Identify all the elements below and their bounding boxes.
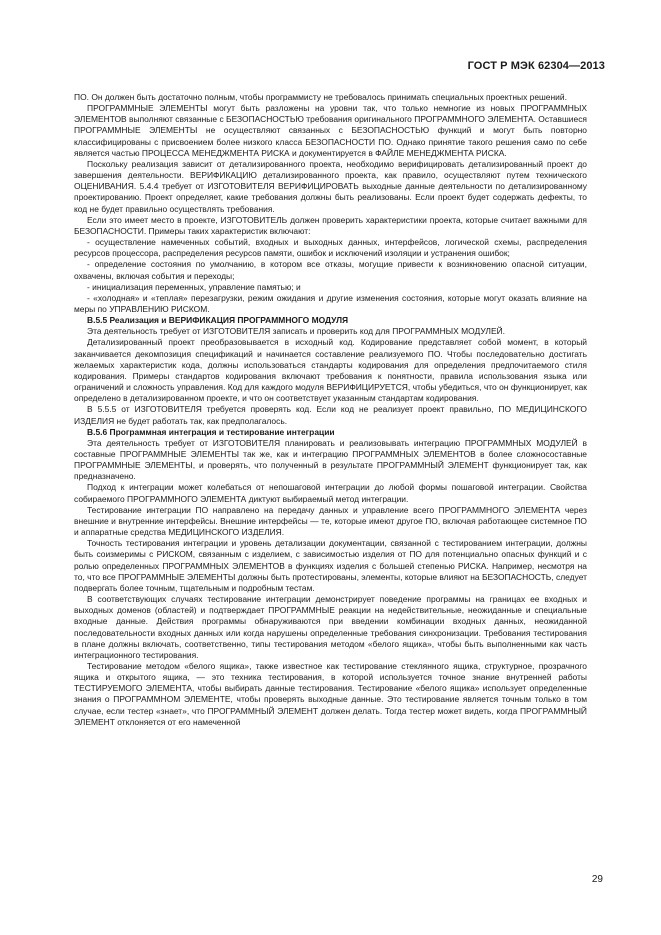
- paragraph: Детализированный проект преобразовывается в исходный код. Кодирование представляет собой момент, в который заканчивается декомпозиция спецификаций и начинается составление реализуемого ПО. Чтобы последовательно достигать желаемых характеристик кода, должны использоваться стандарты кодирования для определения предпочитаемого стиля кодирования. Примеры стандартов кодирования включают требования к понятности, правила использования языка или ограничений и сложность управления. Код для каждого модуля ВЕРИФИЦИРУЕТСЯ, чтобы убедиться, что он функционирует, как определено в детализированном проекте, и что он соответствует указанным стандартам кодирования.: [74, 337, 587, 404]
- paragraph: Эта деятельность требует от ИЗГОТОВИТЕЛЯ записать и проверить код для ПРОГРАММНЫХ МОДУЛЕЙ.: [87, 326, 505, 337]
- paragraph: Если это имеет место в проекте, ИЗГОТОВИТЕЛЬ должен проверить характеристики проекта, которые считает важными для БЕЗОПАСНОСТИ. Примеры таких характеристик включают:: [74, 214, 587, 236]
- list-item: - инициализация переменных, управление памятью; и: [87, 281, 301, 292]
- paragraph: В соответствующих случаях тестирование интеграции демонстрирует поведение программы на границах ее входных и выходных доменов (областей) и подтверждает ПРОГРАММНЫЕ реакции на недействительные, неожиданные и специальные входные данные. Действия программы обнаруживаются при введении комбинации входных данных, неожиданной последовательности входных данных или когда нарушены определенные требования синхронизации. Требования тестирования в плане должны включать, соответственно, типы тестирования методом «белого ящика», чтобы быть выполненными как часть интеграционного тестирования.: [74, 594, 587, 660]
- paragraph: Тестирование методом «белого ящика», также известное как тестирование стеклянного ящика, структурное, прозрачного ящика и открытого ящика, — это техника тестирования, в которой используется точное знание внутренней работы ТЕСТИРУЕМОГО ЭЛЕМЕНТА, чтобы выбирать данные тестирования. Тестирование «белого ящика» использует определенные знания о ПРОГРАММНОМ ЭЛЕМЕНТЕ, чтобы проверять выходные данные. Это тестирование является точным только в том случае, если тестер «знает», что ПРОГРАММНЫЙ ЭЛЕМЕНТ должен делать. Тогда тестер может видеть, когда ПРОГРАММНЫЙ ЭЛЕМЕНТ отклоняется от его намеченной: [74, 660, 587, 727]
- section-heading: В.5.5 Реализация и ВЕРИФИКАЦИЯ ПРОГРАММНОГО МОДУЛЯ: [87, 315, 349, 326]
- list-item: - определение состояния по умолчанию, в котором все отказы, могущие привести к возникновению опасной ситуации, охвачены, включая события и переходы;: [74, 259, 587, 281]
- paragraph: ПО. Он должен быть достаточно полным, чтобы программисту не требовалось принимать специальных проектных решений.: [74, 92, 567, 102]
- page-number: 29: [591, 874, 603, 885]
- paragraph: В 5.5.5 от ИЗГОТОВИТЕЛЯ требуется проверять код. Если код не реализует проект правильно, ПО МЕДИЦИНСКОГО ИЗДЕЛИЯ не будет работать так, как предполагалось.: [74, 404, 587, 426]
- body-text: [74, 92, 587, 728]
- section-heading: В.5.6 Программная интеграция и тестирование интеграции: [87, 426, 335, 437]
- paragraph: Тестирование интеграции ПО направлено на передачу данных и управление всего ПРОГРАММНОГО ЭЛЕМЕНТА через внешние и внутренние интерфейсы. Внешние интерфейсы — те, которые имеют другое ПО, включая работающее системное ПО и аппаратные средства МЕДИЦИНСКОГО ИЗДЕЛИЯ.: [74, 504, 587, 538]
- paragraph: Поскольку реализация зависит от детализированного проекта, необходимо верифицировать детализированный проект до завершения деятельности. ВЕРИФИКАЦИЮ детализированного проекта, как правило, осуществляют путем технического ОЦЕНИВАНИЯ. 5.4.4 требует от ИЗГОТОВИТЕЛЯ ВЕРИФИЦИРОВАТЬ выходные данные деятельности по детализированному проектированию. Проект определяет, какие требования должны быть реализованы. Если проект будет содержать дефекты, то код не будет правильно осуществлять требования.: [74, 158, 587, 214]
- paragraph: Точность тестирования интеграции и уровень детализации документации, связанной с тестированием интеграции, должны быть соизмеримы с РИСКОМ, связанным с изделием, с зависимостью изделия от ПО для потенциально опасных функций и с ролью определенных ПРОГРАММНЫХ ЭЛЕМЕНТОВ в функциях изделия с большей степенью РИСКА. Например, несмотря на то, что все ПРОГРАММНЫЕ ЭЛЕМЕНТЫ должны быть протестированы, элементы, которые влияют на БЕЗОПАСНОСТЬ, следует подвергать более точным, тщательным и подробным тестам.: [74, 538, 587, 593]
- standard-header: ГОСТ Р МЭК 62304—2013: [467, 60, 605, 72]
- list-item: - осуществление намеченных событий, входных и выходных данных, интерфейсов, логической схемы, распределения ресурсов процессора, распределения ресурсов памяти, ошибок и исключений изоляции и устранения ошибок;: [74, 237, 587, 259]
- paragraph: ПРОГРАММНЫЕ ЭЛЕМЕНТЫ могут быть разложены на уровни так, что только немногие из новых ПРОГРАММНЫХ ЭЛЕМЕНТОВ выполняют связанные с БЕЗОПАСНОСТЬЮ требования оригинального ПРОГРАММНОГО ЭЛЕМЕНТА. Оставшиеся ПРОГРАММНЫЕ ЭЛЕМЕНТЫ не осуществляют связанных с БЕЗОПАСНОСТЬЮ функций и могут быть повторно классифицированы с присвоением более низкого класса БЕЗОПАСНОСТИ ПО. Однако принятие такого решения само по себе является частью ПРОЦЕССА МЕНЕДЖМЕНТА РИСКА и документируется в ФАЙЛЕ МЕНЕДЖМЕНТА РИСКА.: [74, 103, 587, 158]
- list-item: - «холодная» и «теплая» перезагрузки, режим ожидания и другие изменения состояния, которые могут оказать влияние на меры по УПРАВЛЕНИЮ РИСКОМ.: [74, 292, 587, 314]
- paragraph: Эта деятельность требует от ИЗГОТОВИТЕЛЯ планировать и реализовывать интеграцию ПРОГРАММНЫХ МОДУЛЕЙ в составные ПРОГРАММНЫЕ ЭЛЕМЕНТЫ так же, как и интеграцию ПРОГРАММНЫХ ЭЛЕМЕНТОВ в более сложносоставные ПРОГРАММНЫЕ ЭЛЕМЕНТЫ, и проверять, что полученный в результате ПРОГРАММНЫЙ ЭЛЕМЕНТ функционирует так, как предназначено.: [74, 437, 587, 482]
- paragraph: Подход к интеграции может колебаться от непошаговой интеграции до любой формы пошаговой интеграции. Свойства собираемого ПРОГРАММНОГО ЭЛЕМЕНТА диктуют выбираемый метод интеграции.: [74, 482, 587, 504]
